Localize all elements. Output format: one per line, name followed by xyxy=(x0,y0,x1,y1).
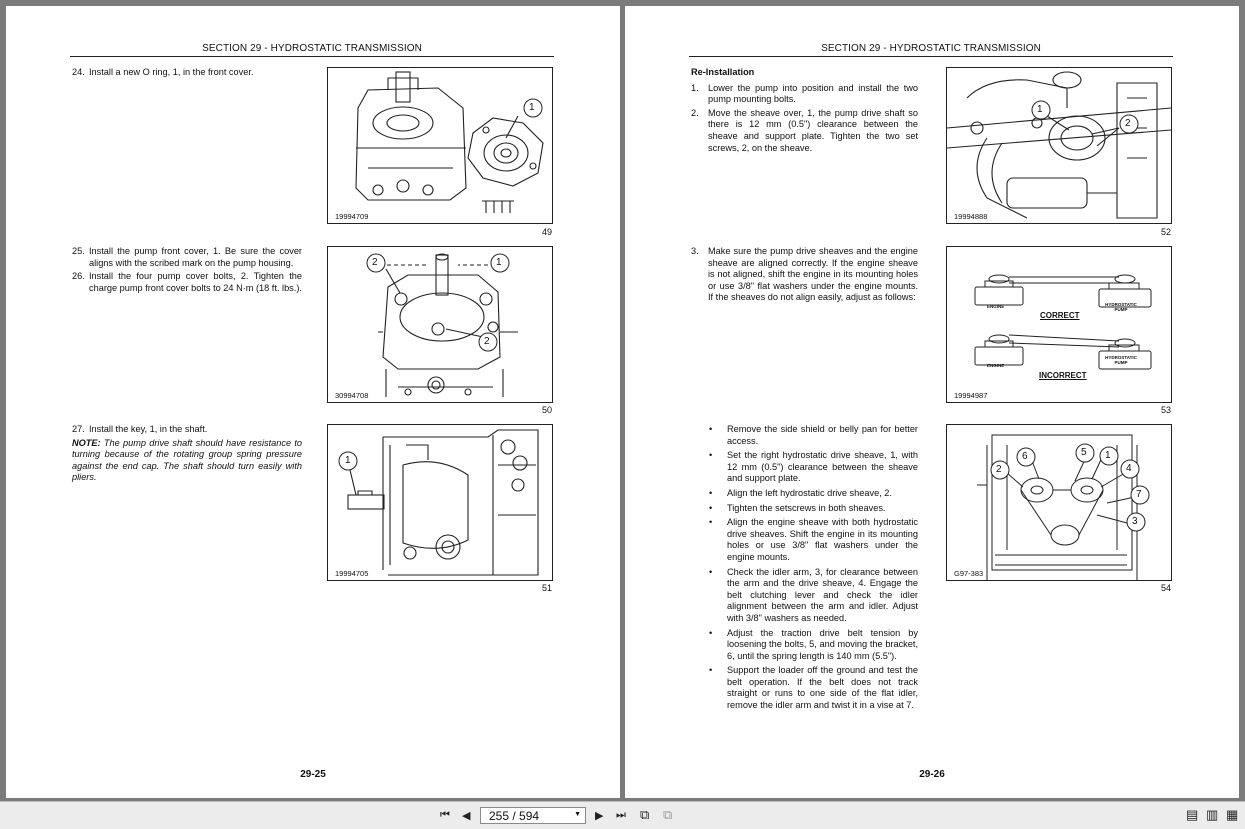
step-number: 25. xyxy=(72,246,85,256)
figure-code: G97-383 xyxy=(954,569,984,578)
continuous-view-icon[interactable]: ▥ xyxy=(1206,807,1219,822)
bullet-text: Remove the side shield or belly pan for better access. xyxy=(727,424,918,446)
bullet-item xyxy=(706,628,918,663)
label-line: HYDROSTATIC xyxy=(1105,355,1137,360)
bullet-item xyxy=(706,424,918,447)
page-number-field[interactable] xyxy=(480,807,586,824)
figure-number: 53 xyxy=(1161,405,1172,415)
steps-25-26-block xyxy=(72,246,302,296)
bullet-dot: • xyxy=(709,566,713,577)
bullet-item xyxy=(706,503,918,515)
incorrect-label: INCORRECT xyxy=(1039,371,1087,380)
step-text: Install the key, 1, in the shaft. xyxy=(89,424,208,434)
bullet-dot: • xyxy=(709,424,713,434)
hydrostatic-pump-label xyxy=(1101,302,1141,312)
bullet-dot: • xyxy=(709,502,713,513)
step-text: Install a new O ring, 1, in the front cover. xyxy=(89,67,254,77)
figure-number: 49 xyxy=(542,227,553,237)
figure-52 xyxy=(946,67,1172,224)
label-line: PUMP xyxy=(1114,360,1128,365)
step-text: Lower the pump into position and install the two pump mounting bolts. xyxy=(708,82,918,105)
engine-label: ENGINE xyxy=(987,363,1005,368)
callout-1: 1 xyxy=(529,102,535,113)
callout-3: 3 xyxy=(1132,516,1138,527)
step-text: Make sure the pump drive sheaves and the engine sheave are aligned correctly. If the engine sheave is not aligned, shift the engine in its mounting holes or use 3/8" flat washers under the engine mounts. If the sheaves do not align easily, adjust as follows: xyxy=(708,246,918,303)
callout-1: 1 xyxy=(1037,104,1043,115)
adjustment-bullets xyxy=(706,424,918,715)
page-number-value: 255 / 594 xyxy=(489,809,540,823)
figure-49 xyxy=(327,67,553,224)
step-number: 26. xyxy=(72,271,85,282)
figure-number: 54 xyxy=(1161,583,1172,593)
step-24 xyxy=(72,67,302,79)
figure-code: 19994987 xyxy=(954,391,988,400)
correct-label: CORRECT xyxy=(1040,311,1080,320)
bullet-text: Align the engine sheave with both hydrostatic drive sheaves. Shift the engine in its mounting holes or use 3/8" flat washers under the engine mounts. xyxy=(727,517,918,562)
step-27-block xyxy=(72,424,302,486)
bullet-dot: • xyxy=(709,450,713,461)
bullet-item xyxy=(706,488,918,500)
bullet-item xyxy=(706,450,918,485)
step-1 xyxy=(691,83,918,106)
viewer-toolbar xyxy=(0,801,1245,829)
bullet-dot: • xyxy=(709,627,713,638)
figure-number: 52 xyxy=(1161,227,1172,237)
step-26 xyxy=(72,271,302,294)
step-text: Install the four pump cover bolts, 2. Tighten the charge pump front cover bolts to 24 N·m (18 ft. lbs.). xyxy=(89,271,302,293)
figure-54 xyxy=(946,424,1172,581)
step-number: 27. xyxy=(72,424,85,434)
bullet-item xyxy=(706,567,918,625)
step-text: Install the pump front cover, 1. Be sure the cover aligns with the scribed mark on the pump housing. xyxy=(89,246,302,268)
engine-label: ENGINE xyxy=(987,304,1005,309)
figure-number: 51 xyxy=(542,583,553,593)
step-number: 1. xyxy=(691,82,699,93)
first-page-icon[interactable]: ⏮ xyxy=(440,809,450,821)
figure-51 xyxy=(327,424,553,581)
bullet-text: Set the right hydrostatic drive sheave, 1, with 12 mm (0.5") clearance between the sheave and support plate. xyxy=(727,450,918,484)
callout-6: 6 xyxy=(1022,451,1028,462)
bullet-item xyxy=(706,665,918,711)
header-rule xyxy=(689,56,1173,57)
drive-belt-layout-illustration xyxy=(947,425,1171,580)
pump-sheave-illustration xyxy=(947,68,1171,223)
figure-code: 19994709 xyxy=(335,212,369,221)
figure-50 xyxy=(327,246,553,403)
figure-number: 50 xyxy=(542,405,553,415)
copy-page-icon[interactable]: ⧉ xyxy=(640,807,650,822)
step-3 xyxy=(691,246,918,304)
header-rule xyxy=(70,56,554,57)
reinstallation-heading: Re-Installation xyxy=(691,67,755,77)
step-2 xyxy=(691,108,918,154)
next-page-icon[interactable]: ▶ xyxy=(595,810,604,822)
figure-code: 19994888 xyxy=(954,212,988,221)
callout-4: 4 xyxy=(1126,463,1132,474)
bullet-text: Check the idler arm, 3, for clearance between the arm and the drive sheave, 4. Engage the belt clutching lever and check the idler alignment between the arm and idler. Adjust with 3/8" washers as needed. xyxy=(727,566,918,623)
figure-53 xyxy=(946,246,1172,403)
bullet-text: Adjust the traction drive belt tension by loosening the bolts, 5, and moving the bracket, 6, until the spring length is 140 mm (5.5"). xyxy=(727,627,918,661)
step-number: 24. xyxy=(72,67,85,77)
section-header: SECTION 29 - HYDROSTATIC TRANSMISSION xyxy=(821,43,1041,54)
note xyxy=(72,438,302,484)
figure-code: 19994705 xyxy=(335,569,369,578)
bullet-text: Tighten the setscrews in both sheaves. xyxy=(727,502,886,513)
bullet-dot: • xyxy=(709,665,713,676)
chevron-down-icon[interactable]: ▼ xyxy=(574,811,581,818)
pump-cover-bolts-illustration xyxy=(328,247,552,402)
bullet-text: Support the loader off the ground and test the belt operation. If the belt does not track straight or runs to one side of the flat idler, remove the idler arm and twist it in a vise at 7. xyxy=(727,665,918,711)
pump-front-cover-illustration xyxy=(328,68,552,223)
last-page-icon[interactable]: ⏭ xyxy=(616,809,626,821)
bullet-text: Align the left hydrostatic drive sheave, 2. xyxy=(727,487,892,498)
right-page xyxy=(625,6,1239,798)
paste-page-icon[interactable]: ⧉ xyxy=(663,807,673,822)
note-label: NOTE: xyxy=(72,437,101,448)
step-3-block xyxy=(691,246,918,306)
reinstallation-block xyxy=(691,67,918,156)
label-line: HYDROSTATIC xyxy=(1105,302,1137,307)
callout-2: 2 xyxy=(1125,118,1131,129)
two-page-view-icon[interactable]: ▦ xyxy=(1226,807,1239,822)
step-24-block xyxy=(72,67,302,81)
left-page xyxy=(6,6,620,798)
callout-1: 1 xyxy=(496,257,502,268)
single-page-view-icon[interactable]: ▤ xyxy=(1186,807,1199,822)
callout-1: 1 xyxy=(1105,450,1111,461)
callout-1: 1 xyxy=(345,455,351,466)
section-header: SECTION 29 - HYDROSTATIC TRANSMISSION xyxy=(202,43,422,54)
figure-code: 30994708 xyxy=(335,391,369,400)
note-text: The pump drive shaft should have resistance to turning because of the rotating group spring pressure against the end cap. The shaft should turn easily with pliers. xyxy=(72,437,302,483)
callout-2: 2 xyxy=(484,336,490,347)
pump-shaft-key-illustration xyxy=(328,425,552,580)
page-number: 29-25 xyxy=(300,769,326,780)
step-number: 2. xyxy=(691,107,699,118)
page-number: 29-26 xyxy=(919,769,945,780)
previous-page-icon[interactable]: ◀ xyxy=(462,810,471,822)
bullet-dot: • xyxy=(709,487,713,498)
step-text: Move the sheave over, 1, the pump drive shaft so there is 12 mm (0.5") clearance between the sheave and support plate. Tighten the two set screws, 2, on the sheave. xyxy=(708,107,918,153)
step-25 xyxy=(72,246,302,269)
callout-2: 2 xyxy=(372,257,378,268)
bullet-dot: • xyxy=(709,517,713,528)
label-line: PUMP xyxy=(1114,307,1128,312)
callout-5: 5 xyxy=(1081,447,1087,458)
callout-2: 2 xyxy=(996,464,1002,475)
callout-7: 7 xyxy=(1136,489,1142,500)
step-27 xyxy=(72,424,302,436)
step-number: 3. xyxy=(691,246,699,256)
bullet-item xyxy=(706,517,918,563)
hydrostatic-pump-label xyxy=(1101,355,1141,365)
